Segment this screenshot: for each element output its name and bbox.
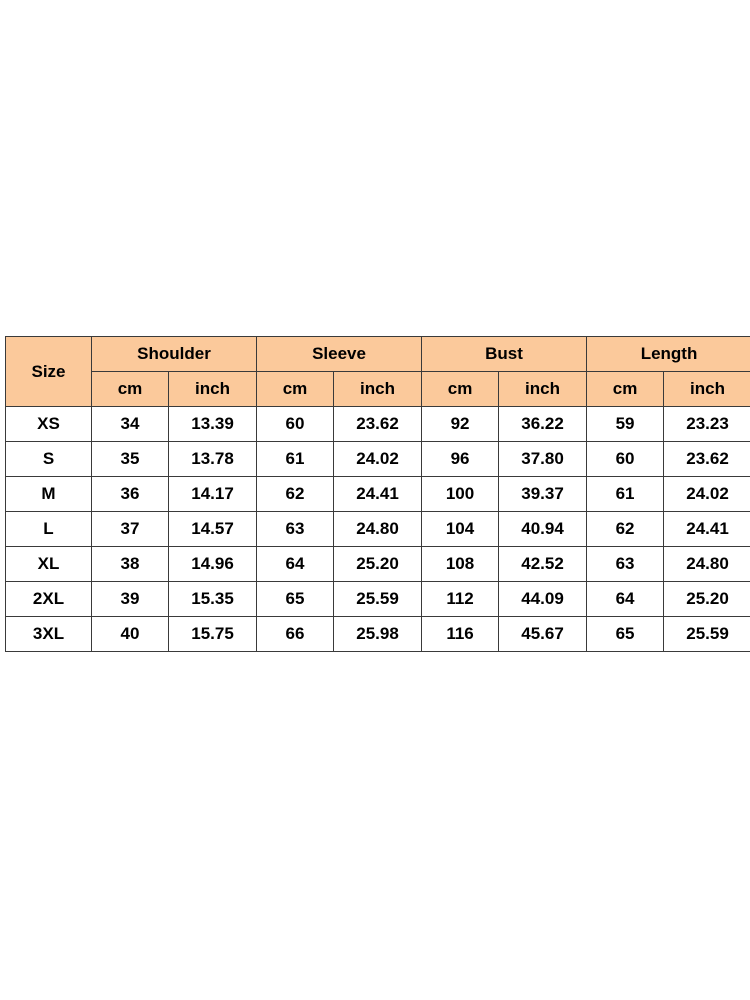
table-header [6, 337, 750, 407]
length-cm-cell: 62 [587, 512, 664, 547]
size-cell: 2XL [6, 582, 92, 617]
sleeve-inch-cell: 24.80 [334, 512, 422, 547]
sleeve-cm-cell: 62 [257, 477, 334, 512]
table-row [6, 477, 750, 512]
size-cell: XS [6, 407, 92, 442]
length-cm-header: cm [587, 372, 664, 407]
length-inch-cell: 24.41 [664, 512, 750, 547]
length-inch-header: inch [664, 372, 750, 407]
sleeve-cm-cell: 65 [257, 582, 334, 617]
length-inch-cell: 25.20 [664, 582, 750, 617]
shoulder-inch-cell: 14.57 [169, 512, 257, 547]
size-cell: L [6, 512, 92, 547]
bust-inch-header: inch [499, 372, 587, 407]
bust-inch-cell: 39.37 [499, 477, 587, 512]
length-header: Length [587, 337, 750, 372]
shoulder-cm-cell: 39 [92, 582, 169, 617]
bust-cm-header: cm [422, 372, 499, 407]
length-cm-cell: 63 [587, 547, 664, 582]
sleeve-inch-cell: 25.20 [334, 547, 422, 582]
sleeve-cm-cell: 61 [257, 442, 334, 477]
sleeve-inch-cell: 25.59 [334, 582, 422, 617]
table-row [6, 442, 750, 477]
length-inch-cell: 24.80 [664, 547, 750, 582]
table-body [6, 407, 750, 652]
shoulder-inch-cell: 14.17 [169, 477, 257, 512]
sleeve-cm-header: cm [257, 372, 334, 407]
sleeve-inch-header: inch [334, 372, 422, 407]
bust-inch-cell: 42.52 [499, 547, 587, 582]
bust-cm-cell: 104 [422, 512, 499, 547]
length-inch-cell: 24.02 [664, 477, 750, 512]
bust-inch-cell: 40.94 [499, 512, 587, 547]
sleeve-header: Sleeve [257, 337, 422, 372]
shoulder-cm-cell: 38 [92, 547, 169, 582]
table-row [6, 407, 750, 442]
shoulder-inch-cell: 13.78 [169, 442, 257, 477]
table-row [6, 512, 750, 547]
length-inch-cell: 25.59 [664, 617, 750, 652]
sleeve-cm-cell: 66 [257, 617, 334, 652]
size-cell: 3XL [6, 617, 92, 652]
bust-cm-cell: 96 [422, 442, 499, 477]
sleeve-cm-cell: 63 [257, 512, 334, 547]
bust-cm-cell: 112 [422, 582, 499, 617]
sleeve-inch-cell: 24.02 [334, 442, 422, 477]
sleeve-cm-cell: 64 [257, 547, 334, 582]
shoulder-cm-header: cm [92, 372, 169, 407]
shoulder-inch-header: inch [169, 372, 257, 407]
header-row-groups [6, 337, 750, 372]
bust-cm-cell: 116 [422, 617, 499, 652]
length-cm-cell: 64 [587, 582, 664, 617]
shoulder-inch-cell: 15.75 [169, 617, 257, 652]
bust-inch-cell: 36.22 [499, 407, 587, 442]
shoulder-inch-cell: 14.96 [169, 547, 257, 582]
header-row-units [6, 372, 750, 407]
size-cell: S [6, 442, 92, 477]
bust-cm-cell: 92 [422, 407, 499, 442]
bust-inch-cell: 44.09 [499, 582, 587, 617]
length-cm-cell: 61 [587, 477, 664, 512]
table-row [6, 617, 750, 652]
table-row [6, 547, 750, 582]
shoulder-inch-cell: 13.39 [169, 407, 257, 442]
size-cell: M [6, 477, 92, 512]
bust-cm-cell: 100 [422, 477, 499, 512]
size-header: Size [6, 337, 92, 407]
sleeve-cm-cell: 60 [257, 407, 334, 442]
length-cm-cell: 59 [587, 407, 664, 442]
bust-cm-cell: 108 [422, 547, 499, 582]
shoulder-cm-cell: 35 [92, 442, 169, 477]
length-cm-cell: 60 [587, 442, 664, 477]
bust-inch-cell: 45.67 [499, 617, 587, 652]
shoulder-cm-cell: 36 [92, 477, 169, 512]
bust-inch-cell: 37.80 [499, 442, 587, 477]
length-inch-cell: 23.23 [664, 407, 750, 442]
shoulder-cm-cell: 37 [92, 512, 169, 547]
table-row [6, 582, 750, 617]
size-cell: XL [6, 547, 92, 582]
length-cm-cell: 65 [587, 617, 664, 652]
shoulder-inch-cell: 15.35 [169, 582, 257, 617]
size-chart-table [5, 336, 750, 652]
length-inch-cell: 23.62 [664, 442, 750, 477]
sleeve-inch-cell: 25.98 [334, 617, 422, 652]
shoulder-header: Shoulder [92, 337, 257, 372]
sleeve-inch-cell: 24.41 [334, 477, 422, 512]
sleeve-inch-cell: 23.62 [334, 407, 422, 442]
shoulder-cm-cell: 34 [92, 407, 169, 442]
shoulder-cm-cell: 40 [92, 617, 169, 652]
bust-header: Bust [422, 337, 587, 372]
